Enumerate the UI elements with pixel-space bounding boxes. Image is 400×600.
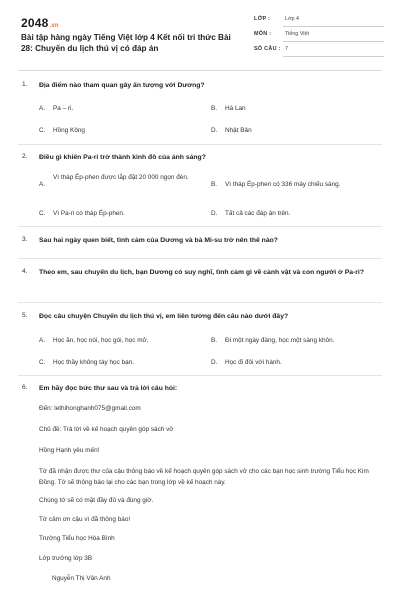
option-text: Hà Lan [225,105,246,112]
option-text: Học ăn, học nói, học gói, học mở. [53,337,149,344]
option-text: Nhật Bản [225,127,252,134]
logo-sub: .vn [49,23,59,29]
question-number: 4. [22,268,28,275]
option-text: Học thầy không tày học bạn. [53,359,135,366]
meta-underline [283,26,384,27]
meta-count-row [254,44,384,59]
question-text: Điều gì khiến Pa-ri trở thành kinh đô của ánh sáng? [39,154,206,161]
question-text: Địa điểm nào tham quan gây ấn tượng với Dương? [39,82,205,89]
question-text: Sau hai ngày quen biết, tình cảm của Dương và bà Mi-su trở nên thế nào? [39,237,278,244]
letter-line: Chúng tớ sẽ có mặt đầy đủ và đúng giờ. [39,497,154,504]
option-text: Đi một ngày đàng, học một sàng khôn. [225,337,335,344]
question-text: Đọc câu chuyện Chuyến du lịch thú vị, em liên tưởng đến câu nào dưới đây? [39,313,289,320]
meta-count-value: 7 [285,46,288,52]
question-separator [18,375,382,376]
question-number: 2. [22,153,28,160]
header-divider [18,70,382,71]
option-text: Pa – ri. [53,105,74,112]
option-letter: B. [211,181,218,188]
letter-signature: Nguyễn Thị Vân Anh [52,575,111,582]
question-number: 5. [22,312,28,319]
option-text: Hồng Kông [53,127,85,134]
option-text: Tất cả các đáp án trên. [225,210,291,217]
option-letter: A. [39,105,46,112]
option-letter: D. [211,127,218,134]
option-letter: B. [211,105,218,112]
option-text: Vì tháp Ép-phen có 336 máy chiếu sáng. [225,181,341,188]
question-5 [18,312,382,372]
question-separator [18,144,382,145]
meta-count-label: SỐ CÂU : [254,46,281,52]
letter-to: Đến: lethihonghanh075@gmail.com [39,405,141,412]
worksheet-title: Bài tập hàng ngày Tiếng Việt lớp 4 Kết nối tri thức Bài 28: Chuyến du lịch thú vị có đáp án [21,33,231,53]
letter-school: Trường Tiểu học Hòa Bình [39,535,115,542]
question-text: Theo em, sau chuyến du lịch, bạn Dương có suy nghĩ, tình cảm gì về cảnh vật và con người ở Pa-ri? [39,269,364,276]
option-text: Vì tháp Ép-phen được lắp đặt 20 000 ngọn đèn. [53,174,189,181]
meta-underline [283,41,384,42]
question-text: Em hãy đọc bức thư sau và trả lời câu hỏi: [39,385,178,392]
meta-grade-row [254,14,384,29]
logo-main: 2048 [21,16,49,30]
option-letter: C. [39,127,46,134]
question-4 [18,268,382,290]
question-6 [18,384,382,398]
option-text: Vì Pa-ri có tháp Ép-phen. [53,210,125,217]
question-1 [18,81,382,141]
question-separator [18,302,382,303]
letter-body: Tớ đã nhận được thư của cậu thông báo về kế hoạch quyên góp sách vở cho các bạn học sinh trường Tiểu học Kim Đồng. Tớ sẽ thông báo lại cho các bạn trong lớp về kế hoạch này. [39,468,369,486]
worksheet-header [0,0,400,66]
letter-thanks: Tớ cảm ơn cậu vì đã thông báo! [39,516,131,523]
meta-underline [283,56,384,57]
question-2 [18,153,382,223]
option-letter: D. [211,359,218,366]
option-letter: C. [39,359,46,366]
meta-grade-label: LỚP : [254,16,271,22]
option-text: Học đi đôi với hành. [225,359,282,366]
meta-grade-value: Lớp 4 [285,16,300,22]
worksheet-meta [254,14,384,59]
question-number: 1. [22,81,28,88]
meta-subject-label: MÔN : [254,31,272,37]
site-logo[interactable] [21,16,59,30]
question-separator [18,226,382,227]
meta-subject-row [254,29,384,44]
question-3 [18,236,382,250]
letter-subject: Chủ đề: Trả lời về kế hoạch quyên góp sách vở [39,426,174,433]
option-letter: A. [39,181,46,188]
question-separator [18,258,382,259]
question-number: 6. [22,384,28,391]
question-number: 3. [22,236,28,243]
option-letter: A. [39,337,46,344]
meta-subject-value: Tiếng Việt [285,31,309,37]
option-letter: D. [211,210,218,217]
option-letter: C. [39,210,46,217]
option-letter: B. [211,337,218,344]
letter-role: Lớp trưởng lớp 3B [39,555,93,562]
letter-greeting: Hồng Hạnh yêu mến! [39,447,100,454]
